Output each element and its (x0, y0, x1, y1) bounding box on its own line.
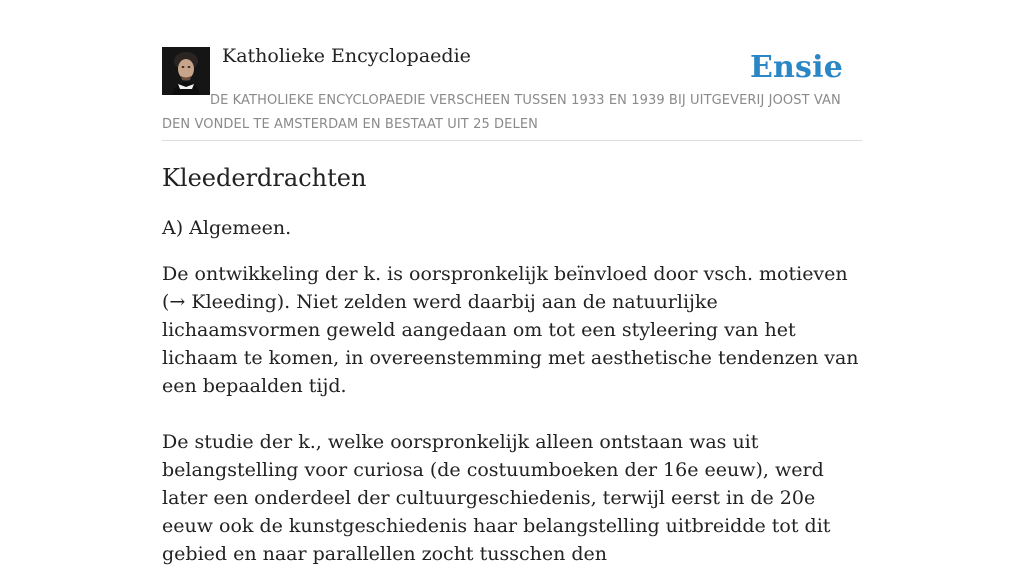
portrait-avatar-icon[interactable] (162, 47, 210, 95)
site-header (162, 0, 862, 141)
article-paragraph: De studie der k., welke oorspronkelijk alleen ontstaan was uit belangstelling voor curiosa (de costuumboeken der 16e eeuw), werd later een onderdeel der cultuurgeschiedenis, terwijl eerst in de 20e eeuw ook de kunstgeschiedenis haar belangstelling uitbreidde tot dit gebied en naar parallellen zocht tusschen den (162, 431, 831, 565)
site-title[interactable]: Katholieke Encyclopaedie (222, 45, 471, 67)
article-paragraph: De ontwikkeling der k. is oorspronkelijk beïnvloed door vsch. motieven (→ Kleeding). Niet zelden werd daarbij aan de natuurlijke lichaamsvormen geweld aangedaan om tot een styleering van het lichaam te komen, in overeenstemming met aesthetische tendenzen van een bepaalden tijd. (162, 263, 859, 397)
article (162, 160, 862, 568)
site-subtitle: DE KATHOLIEKE ENCYCLOPAEDIE VERSCHEEN TUSSEN 1933 EN 1939 BIJ UITGEVERIJ JOOST VAN DEN VONDEL TE AMSTERDAM EN BESTAAT UIT 25 DELEN (162, 93, 841, 132)
section-heading: A) Algemeen. (162, 217, 292, 239)
ensie-logo-link[interactable]: Ensie (749, 50, 843, 85)
content-container (162, 0, 862, 565)
article-title: Kleederdrachten (162, 164, 367, 192)
